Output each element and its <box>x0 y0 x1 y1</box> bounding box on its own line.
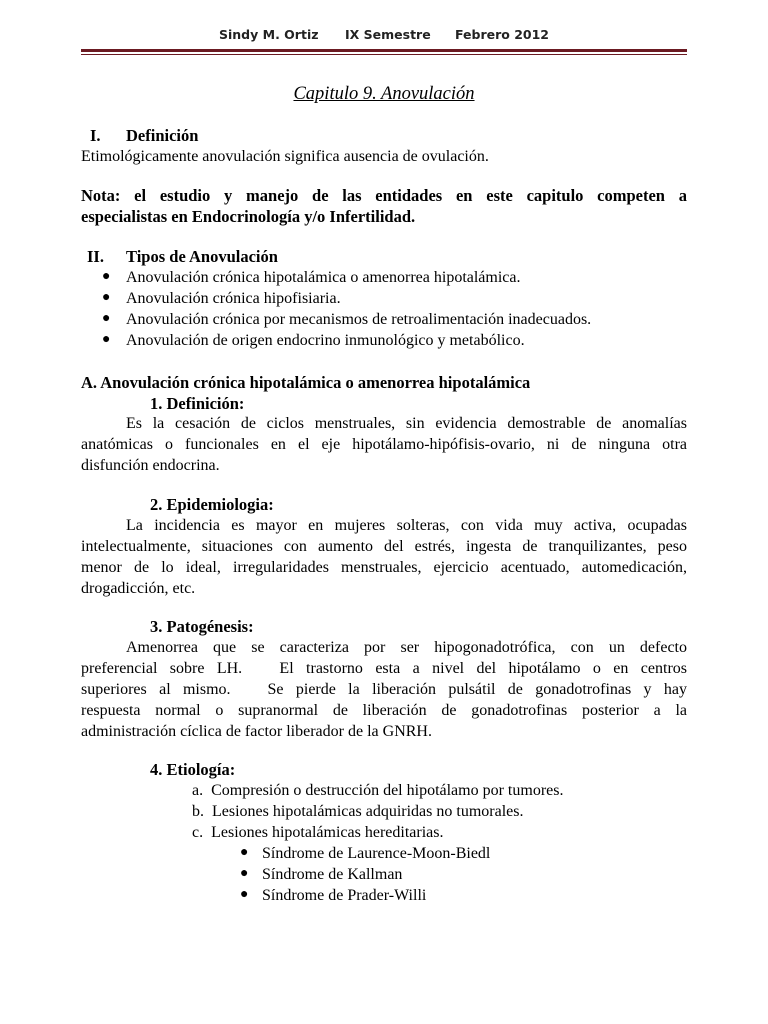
sub4-heading: 4. Etiología: <box>150 760 236 779</box>
etiology-item-c: c. Lesiones hipotalámicas hereditarias. <box>192 824 444 841</box>
section1-numeral: I. <box>90 126 101 145</box>
sub2-line-1: La incidencia es mayor en mujeres solteras, con vida muy activa, ocupadas <box>126 517 687 534</box>
sub2-line-3: menor de lo ideal, irregularidades menstruales, ejercicio acentuado, automedicación, <box>81 559 687 576</box>
list-item: ● Síndrome de Prader-Willi <box>240 887 427 904</box>
sub1-heading: 1. Definición: <box>150 394 245 413</box>
types-list <box>102 267 702 351</box>
header-rule-thin <box>81 54 687 55</box>
sub3-heading: 3. Patogénesis: <box>150 617 254 636</box>
list-item: ● Anovulación crónica por mecanismos de retroalimentación inadecuados. <box>102 311 592 328</box>
list-item: ● Anovulación crónica hipofisiaria. <box>102 290 341 307</box>
list-item: ● Anovulación de origen endocrino inmunológico y metabólico. <box>102 332 525 349</box>
sub1-line-1: Es la cesación de ciclos menstruales, sin evidencia demostrable de anomalías <box>126 415 687 432</box>
sub1-line-2: anatómicas o funcionales en el eje hipotálamo-hipófisis-ovario, ni de ninguna otra <box>81 436 687 453</box>
list-item: ● Síndrome de Laurence-Moon-Biedl <box>240 845 491 862</box>
section1-text: Etimológicamente anovulación significa ausencia de ovulación. <box>81 148 489 165</box>
header-author: Sindy M. Ortiz <box>219 27 319 42</box>
bullet-icon: ● <box>102 332 111 347</box>
sectionA-heading: A. Anovulación crónica hipotalámica o amenorrea hipotalámica <box>81 373 531 392</box>
header-date: Febrero 2012 <box>455 27 549 42</box>
section2-numeral: II. <box>87 247 104 266</box>
sub3-line-1: Amenorrea que se caracteriza por ser hipogonadotrófica, con un defecto <box>126 639 687 656</box>
note-line-2: especialistas en Endocrinología y/o Infertilidad. <box>81 207 416 226</box>
header-rule-thick <box>81 49 687 52</box>
list-item: ● Anovulación crónica hipotalámica o amenorrea hipotalámica. <box>102 269 521 286</box>
bullet-icon: ● <box>240 887 249 902</box>
bullet-icon: ● <box>102 311 111 326</box>
sub3-line-3: superiores al mismo. Se pierde la liberación pulsátil de gonadotrofinas y hay <box>81 681 687 698</box>
sub2-heading: 2. Epidemiologia: <box>150 495 274 514</box>
etiology-item-a: a. Compresión o destrucción del hipotálamo por tumores. <box>192 782 564 799</box>
bullet-icon: ● <box>102 269 111 284</box>
chapter-title: Capitulo 9. Anovulación <box>293 84 475 104</box>
sub1-line-3: disfunción endocrina. <box>81 457 220 474</box>
sub2-line-2: intelectualmente, situaciones con aumento del estrés, ingesta de tranquilizantes, peso <box>81 538 687 555</box>
sub3-line-5: administración cíclica de factor liberador de la GNRH. <box>81 723 432 740</box>
section1-heading: Definición <box>126 126 199 145</box>
page-header <box>0 27 768 47</box>
header-semester: IX Semestre <box>345 27 431 42</box>
syndromes-list <box>240 843 680 906</box>
bullet-icon: ● <box>240 845 249 860</box>
bullet-icon: ● <box>102 290 111 305</box>
bullet-icon: ● <box>240 866 249 881</box>
note-line-1: Nota: el estudio y manejo de las entidades en este capitulo competen a <box>81 186 687 205</box>
sub3-line-2: preferencial sobre LH. El trastorno esta a nivel del hipotálamo o en centros <box>81 660 687 677</box>
sub3-line-4: respuesta normal o supranormal de liberación de gonadotrofinas posterior a la <box>81 702 687 719</box>
sub2-line-4: drogadicción, etc. <box>81 580 196 597</box>
section2-heading: Tipos de Anovulación <box>126 247 278 266</box>
etiology-item-b: b. Lesiones hipotalámicas adquiridas no tumorales. <box>192 803 524 820</box>
list-item: ● Síndrome de Kallman <box>240 866 403 883</box>
